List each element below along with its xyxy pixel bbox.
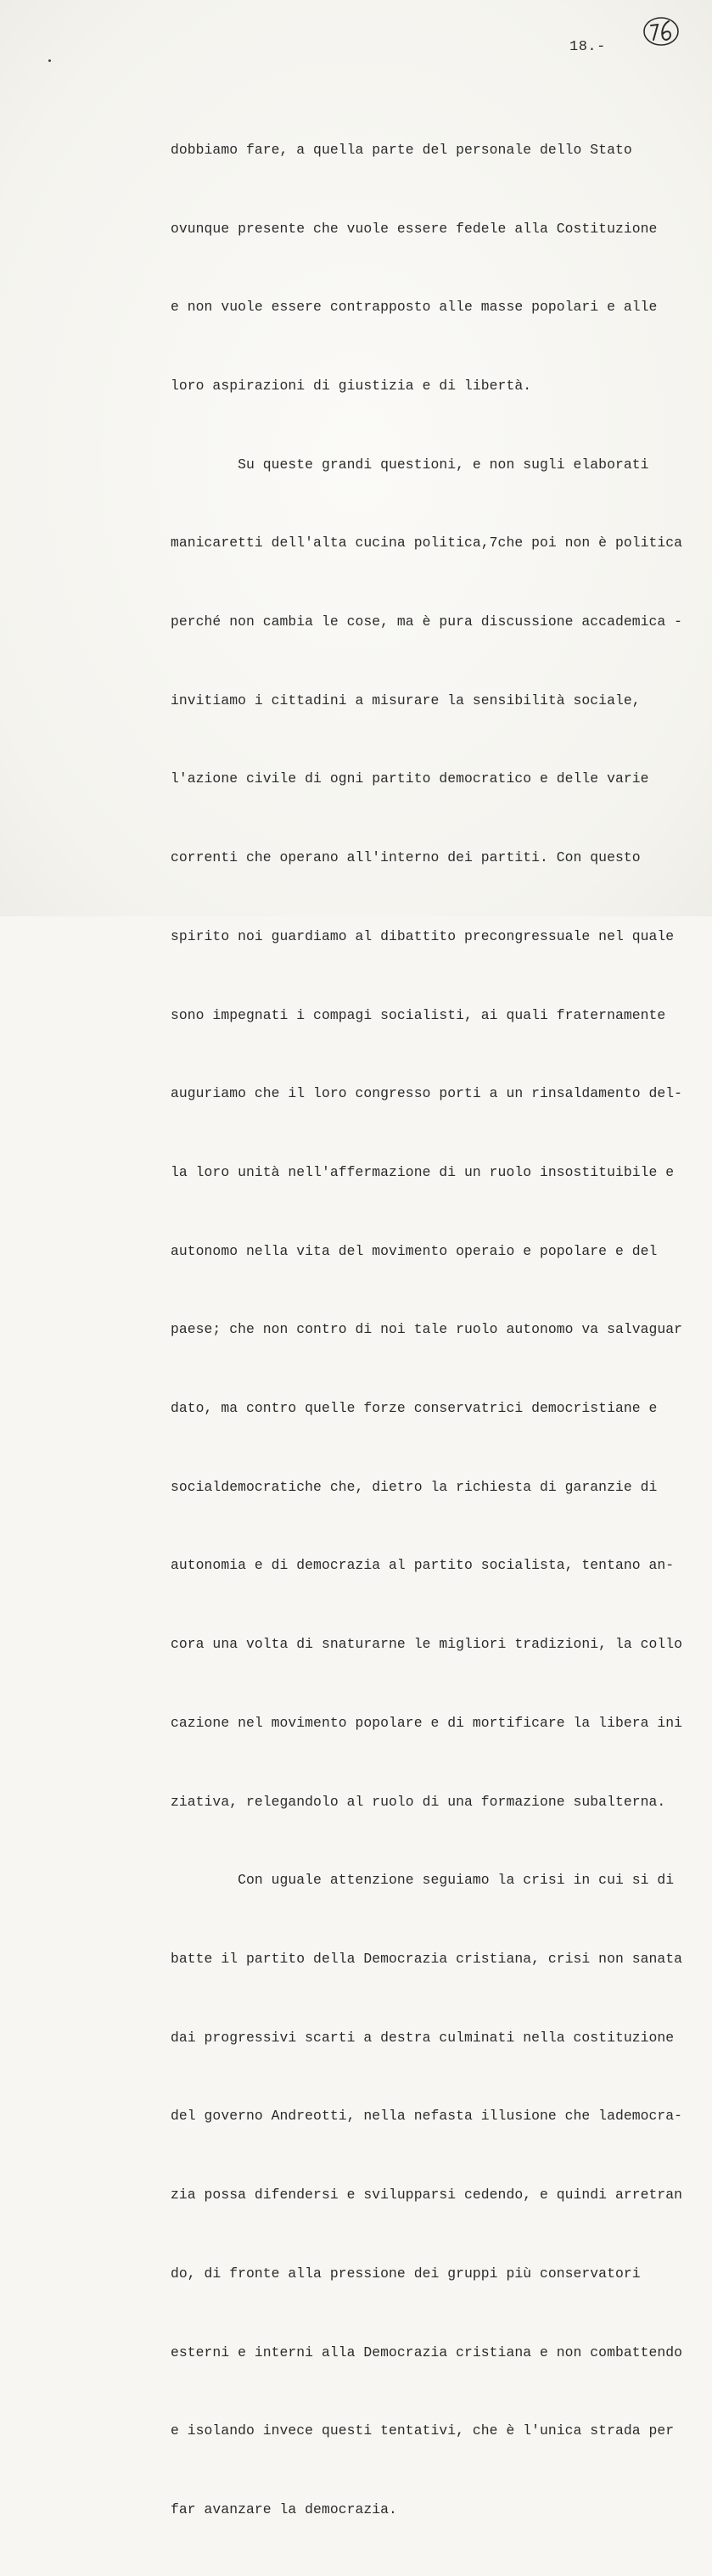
text-line: invitiamo i cittadini a misurare la sensibilità sociale,: [171, 692, 641, 708]
text-line: socialdemocratiche che, dietro la richiesta di garanzie di: [171, 1478, 658, 1495]
text-line: e isolando invece questi tentativi, che è l'unica strada per: [171, 2422, 675, 2439]
text-line: e non vuole essere contrapposto alle masse popolari e alle: [171, 299, 658, 316]
text-line: far avanzare la democrazia.: [171, 2500, 397, 2517]
text-line: batte il partito della Democrazia cristiana, crisi non sanata: [171, 1950, 683, 1967]
text-line: esterni e interni alla Democrazia cristiana e non combattendo: [171, 2344, 683, 2360]
text-line: autonomia e di democrazia al partito socialista, tentano an-: [171, 1557, 675, 1574]
text-line: ovunque presente che vuole essere fedele alla Costituzione: [171, 220, 658, 237]
text-line: paese; che non contro di noi tale ruolo autonomo va salvaguar: [171, 1321, 683, 1338]
text-line: do, di fronte alla pressione dei gruppi più conservatori: [171, 2265, 641, 2282]
handwritten-archive-number: [641, 14, 681, 48]
text-line: perché non cambia le cose, ma è pura discussione accademica -: [171, 613, 683, 630]
paper-speck: [48, 59, 51, 62]
text-line: spirito noi guardiamo al dibattito precongressuale nel quale: [171, 927, 675, 944]
text-line: sono impegnati i compagi socialisti, ai quali fraternamente: [171, 1006, 666, 1023]
text-line: ziativa, relegandolo al ruolo di una formazione subalterna.: [171, 1793, 666, 1810]
text-line: zia possa difendersi e svilupparsi cedendo, e quindi arretran: [171, 2187, 683, 2204]
text-line: l'azione civile di ogni partito democratico e delle varie: [171, 770, 649, 787]
page-number: 18.-: [569, 39, 606, 55]
text-line: cora una volta di snaturarne le migliori tradizioni, la collo: [171, 1636, 683, 1653]
typewritten-body: [171, 85, 697, 2576]
text-line: Con uguale attenzione seguiamo la crisi in cui si di: [171, 1872, 675, 1889]
text-line: loro aspirazioni di giustizia e di libertà.: [171, 377, 532, 394]
text-line: autonomo nella vita del movimento operaio e popolare e del: [171, 1242, 658, 1259]
text-line: del governo Andreotti, nella nefasta illusione che lademocra-: [171, 2108, 683, 2125]
text-line: dai progressivi scarti a destra culminati nella costituzione: [171, 2029, 675, 2046]
text-line: correnti che operano all'interno dei partiti. Con questo: [171, 849, 641, 866]
text-line: cazione nel movimento popolare e di mortificare la libera ini: [171, 1714, 683, 1731]
text-line: dobbiamo fare, a quella parte del personale dello Stato: [171, 141, 632, 158]
circled-number-stamp-icon: [641, 14, 681, 48]
text-line: manicaretti dell'alta cucina politica,7che poi non è politica: [171, 535, 683, 552]
text-line: dato, ma contro quelle forze conservatrici democristiane e: [171, 1400, 658, 1417]
text-line: la loro unità nell'affermazione di un ruolo insostituibile e: [171, 1163, 675, 1180]
text-line: Su queste grandi questioni, e non sugli elaborati: [171, 456, 649, 473]
text-line: auguriamo che il loro congresso porti a un rinsaldamento del-: [171, 1085, 683, 1102]
